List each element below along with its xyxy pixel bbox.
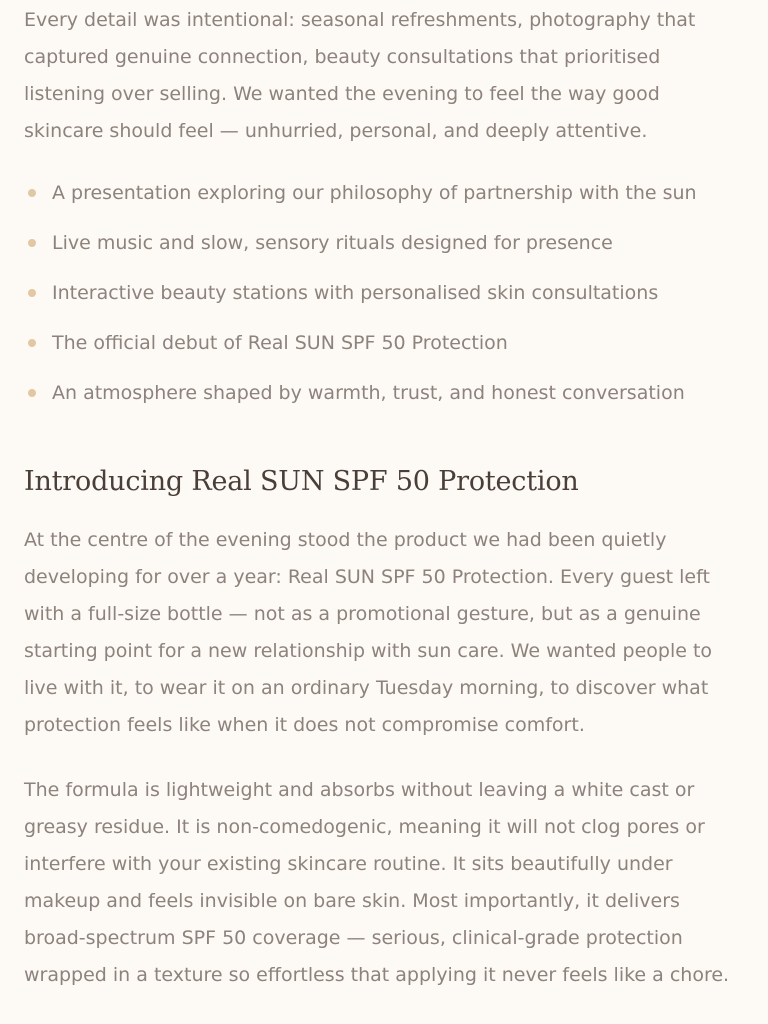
list-item (24, 228, 744, 258)
event-highlights-list (24, 178, 744, 408)
list-item-text: Live music and slow, sensory rituals designed for presence (52, 232, 613, 254)
intro-paragraph: Every detail was intentional: seasonal refreshments, photography that captured genuine connection, beauty consultations that prioritised listening over selling. We wanted the evening to feel the way good skincare should feel — unhurried, personal, and deeply attentive. (24, 9, 696, 142)
bullet-dot-icon (28, 189, 36, 197)
list-item-text: Interactive beauty stations with personalised skin consultations (52, 282, 659, 304)
list-item (24, 278, 744, 308)
list-item (24, 378, 744, 408)
list-item (24, 328, 744, 358)
formula-paragraph: The formula is lightweight and absorbs without leaving a white cast or greasy residue. It is non-comedogenic, meaning it will not clog pores or interfere with your existing skincare routine. It sits beautifully under makeup and feels invisible on bare skin. Most importantly, it delivers broad-spectrum SPF 50 coverage — serious, clinical-grade protection wrapped in a texture so effortless that applying it never feels like a chore. (24, 779, 730, 986)
bullet-dot-icon (28, 289, 36, 297)
bullet-dot-icon (28, 239, 36, 247)
list-item-text: The official debut of Real SUN SPF 50 Protection (52, 332, 508, 354)
list-item (24, 178, 744, 208)
product-intro-paragraph: At the centre of the evening stood the product we had been quietly developing for over a year: Real SUN SPF 50 Protection. Every guest left with a full-size bottle — not as a promotional gesture, but as a genuine starting point for a new relationship with sun care. We wanted people to live with it, to wear it on an ordinary Tuesday morning, to discover what protection feels like when it does not compromise comfort. (24, 529, 713, 736)
list-item-text: A presentation exploring our philosophy of partnership with the sun (52, 182, 697, 204)
list-item-text: An atmosphere shaped by warmth, trust, and honest conversation (52, 382, 685, 404)
bullet-dot-icon (28, 339, 36, 347)
section-heading: Introducing Real SUN SPF 50 Protection (24, 466, 579, 497)
bullet-dot-icon (28, 389, 36, 397)
